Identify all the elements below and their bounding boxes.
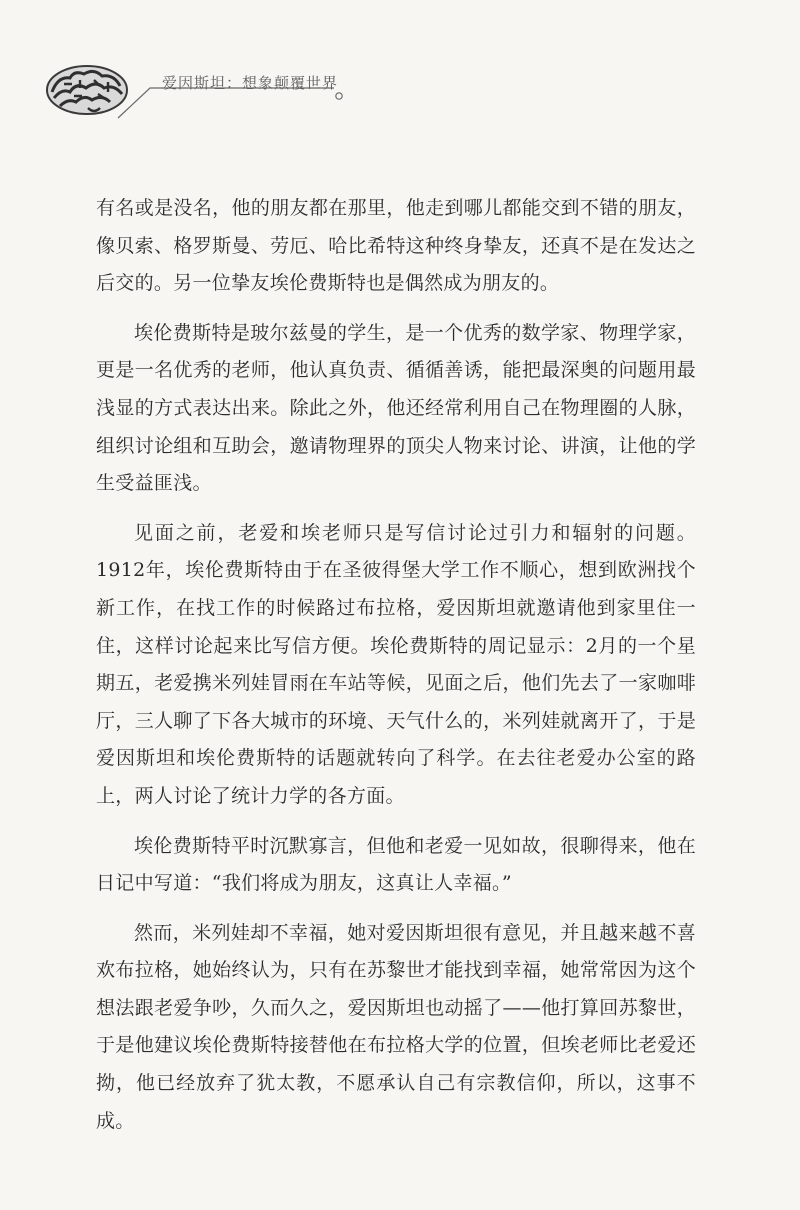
paragraph-1: 有名或是没名，他的朋友都在那里，他走到哪儿都能交到不错的朋友，像贝索、格罗斯曼、劳厄、哈比希特这种终身挚友，还真不是在发达之后交的。另一位挚友埃伦费斯特也是偶然成为朋友的。 <box>96 197 696 295</box>
paragraph-3: 见面之前，老爱和埃老师只是写信讨论过引力和辐射的问题。1912年，埃伦费斯特由于在圣彼得堡大学工作不顺心，想到欧洲找个新工作，在找工作的时候路过布拉格，爱因斯坦就邀请他到家里住一住，这样讨论起来比写信方便。埃伦费斯特的周记显示：2月的一个星期五，老爱携米列娃冒雨在车站等候，见面之后，他们先去了一家咖啡厅，三人聊了下各大城市的环境、天气什么的，米列娃就离开了，于是爱因斯坦和埃伦费斯特的话题就转向了科学。在去往老爱办公室的路上，两人讨论了统计力学的各方面。 <box>96 521 696 807</box>
paragraph-4: 埃伦费斯特平时沉默寡言，但他和老爱一见如故，很聊得来，他在日记中写道：“我们将成为朋友，这真让人幸福。” <box>96 834 696 895</box>
paragraph-2: 埃伦费斯特是玻尔兹曼的学生，是一个优秀的数学家、物理学家，更是一名优秀的老师，他认真负责、循循善诱，能把最深奥的问题用最浅显的方式表达出来。除此之外，他还经常利用自己在物理圈的人脉，组织讨论组和互助会，邀请物理界的顶尖人物来讨论、讲演，让他的学生受益匪浅。 <box>96 321 696 495</box>
body-text <box>96 190 696 1152</box>
paragraph-5: 然而，米列娃却不幸福，她对爱因斯坦很有意见，并且越来越不喜欢布拉格，她始终认为，只有在苏黎世才能找到幸福，她常常因为这个想法跟老爱争吵，久而久之，爱因斯坦也动摇了——他打算回苏黎世，于是他建议埃伦费斯特接替他在布拉格大学的位置，但埃老师比老爱还拗，他已经放弃了犹太教，不愿承认自己有宗教信仰，所以，这事不成。 <box>96 921 696 1132</box>
brain-maze-icon <box>44 62 130 116</box>
book-title-header: 爱因斯坦：想象颠覆世界 <box>162 74 339 92</box>
running-header <box>0 0 800 140</box>
